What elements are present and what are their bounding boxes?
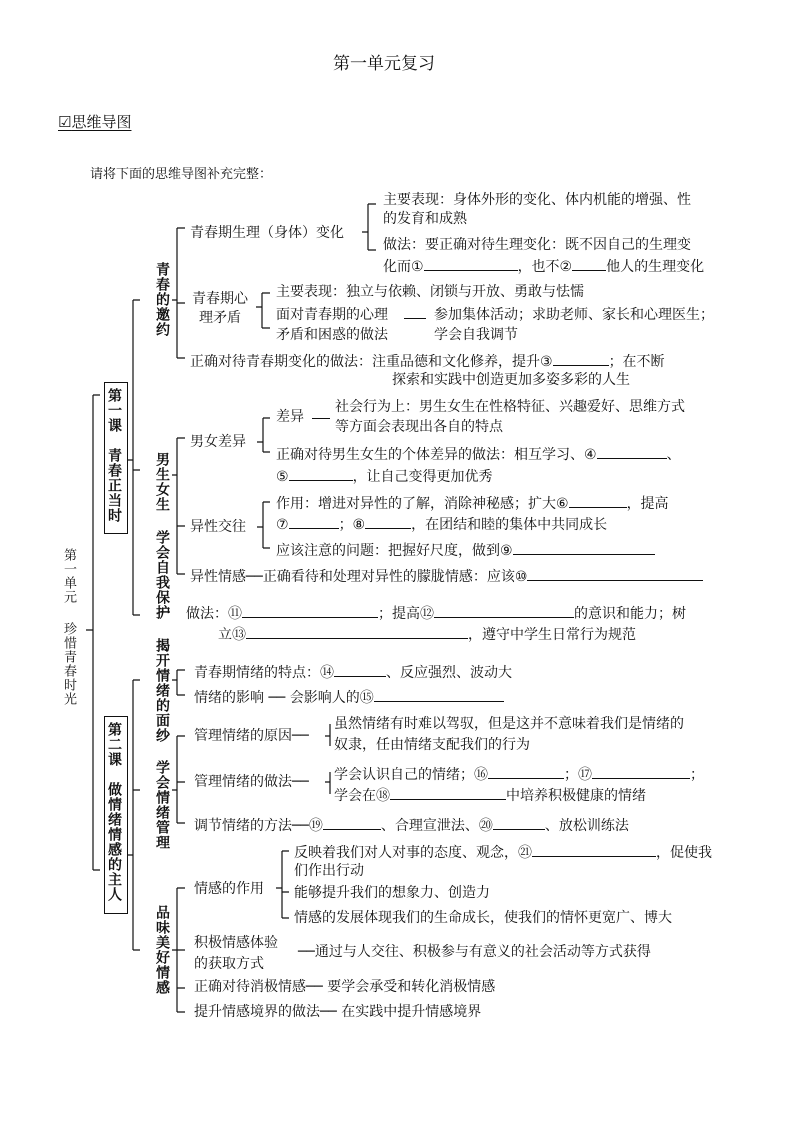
lesson2-label: 第二课 做情绪情感的主人: [106, 722, 122, 902]
mood-effect: 情绪的影响 ── 会影响人的⑮: [194, 688, 504, 705]
blank-1[interactable]: [424, 257, 518, 271]
connector-lesson1: [127, 300, 140, 615]
connector-l2-topic1: [172, 670, 185, 695]
connector-manage-method: [325, 772, 330, 794]
feeling-develop: 情感的发展体现我们的生命成长，使我们的情怀更宽广、博大: [294, 910, 672, 926]
connector-unit-root: [86, 395, 100, 870]
gender-treat-1: 正确对待男生女生的个体差异的做法：相互学习、④ 、: [276, 447, 681, 463]
correct-line-1: 正确对待青春期变化的做法：注重品德和文化修养，提升③ ；在不断: [190, 354, 665, 370]
psych-face-2: 矛盾和困惑的做法: [276, 327, 388, 343]
manage-reason-1: 虽然情绪有时难以驾驭，但是这并不意味着我们是情绪的: [334, 716, 684, 732]
blank-16[interactable]: [488, 765, 564, 779]
blank-20[interactable]: [493, 816, 545, 830]
gender-treat-2: ⑤ ，让自己变得更加优秀: [276, 469, 493, 485]
blank-10[interactable]: [527, 567, 703, 581]
blank-18[interactable]: [390, 786, 506, 800]
lesson1-topic1: 青春的邀约: [154, 262, 170, 337]
blank-14[interactable]: [334, 663, 386, 677]
unit-label-a: 第一单元: [61, 548, 76, 604]
instruction-text: 请将下面的思维导图补充完整：: [90, 167, 273, 182]
page-title: 第一单元复习: [333, 54, 435, 74]
lesson1-topic2: 男生女生: [154, 452, 170, 512]
regulate-line: 调节情绪的方法──⑲ 、合理宣泄法、⑳ 、放松训练法: [194, 818, 629, 834]
protect-line-2: 立⑬ ，遵守中学生日常行为规范: [218, 627, 636, 643]
physio-label: 青春期生理（身体）变化: [190, 225, 344, 241]
protect-line-1: 做法：⑪ ；提高⑫ 的意识和能力；树: [186, 606, 686, 622]
connector-l2-topic3: [172, 888, 185, 1012]
interaction-effect-2: ⑦ ；⑧ ，在团结和睦的集体中共同成长: [276, 517, 608, 533]
connector-manage-reason: [325, 724, 330, 746]
blank-8[interactable]: [365, 515, 411, 529]
connector-feeling-role: [276, 851, 289, 918]
manage-method-2: 学会在⑱ 中培养积极健康的情绪: [334, 788, 646, 804]
unit-label-b: 珍惜青春时光: [61, 622, 76, 706]
connector-lesson2: [127, 680, 140, 950]
positive-label-1: 积极情感体验: [194, 935, 278, 951]
connector-psych: [256, 293, 270, 328]
lesson1-label: 第一课 青春正当时: [106, 388, 122, 523]
blank-7[interactable]: [289, 515, 339, 529]
emotion-line: 异性情感──正确看待和处理对异性的朦胧情感：应该⑩: [190, 567, 703, 584]
physio-method-1: 做法：要正确对待生理变化：既不因自己的生理变: [383, 237, 691, 253]
lesson2-topic1: 揭开情绪的面纱: [154, 638, 170, 743]
physio-main-1: 主要表现：身体外形的变化、体内机能的增强、性: [383, 192, 691, 208]
manage-method-label: 管理情绪的做法──: [194, 774, 309, 790]
feeling-reflect-2: 们作出行动: [294, 863, 364, 879]
psych-answer-2: 学会自我调节: [434, 327, 518, 343]
connector-gender: [257, 418, 270, 452]
connector-topic2: [172, 438, 185, 574]
gender-social-1: 社会行为上：男生女生在性格特征、兴趣爱好、思维方式: [335, 399, 685, 415]
connector-physio: [362, 204, 376, 250]
interaction-effect-1: 作用：增进对异性的了解，消除神秘感；扩大⑥ ，提高: [276, 496, 669, 512]
blank-5[interactable]: [289, 467, 353, 481]
correct-line-2: 探索和实践中创造更加多姿多彩的人生: [392, 372, 630, 388]
connector-l2-topic2: [172, 736, 185, 823]
blank-21[interactable]: [532, 843, 656, 857]
gender-diff: 差异: [276, 409, 304, 425]
physio-method-2: 化而① ，也不② 他人的生理变化: [383, 259, 705, 275]
blank-3[interactable]: [553, 352, 609, 366]
positive-answer: ──通过与人交往、积极参与有意义的社会活动等方式获得: [298, 944, 651, 960]
feeling-imagine: 能够提升我们的想象力、创造力: [294, 885, 490, 901]
checkbox-icon: ☑: [58, 113, 72, 131]
blank-4[interactable]: [597, 445, 667, 459]
gender-dash: [312, 418, 330, 419]
blank-12[interactable]: [434, 604, 574, 618]
feeling-role-label: 情感的作用: [194, 881, 264, 897]
gender-social-2: 等方面会表现出各自的特点: [335, 419, 503, 435]
psych-label-2: 理矛盾: [199, 310, 241, 326]
interaction-attention: 应该注意的问题：把握好尺度，做到⑨: [276, 541, 655, 558]
psych-dash: [404, 318, 426, 319]
positive-label-2: 的获取方式: [194, 956, 264, 972]
manage-reason-label: 管理情绪的原因──: [194, 728, 309, 744]
psych-label-1: 青春期心: [192, 291, 248, 307]
blank-2[interactable]: [572, 257, 606, 271]
blank-11[interactable]: [242, 604, 378, 618]
lesson2-topic2: 学会情绪管理: [154, 760, 170, 850]
gender-label: 男女差异: [190, 434, 246, 450]
blank-15[interactable]: [374, 688, 504, 702]
connector-interaction: [257, 502, 270, 548]
lesson2-topic3: 品味美好情感: [154, 905, 170, 995]
blank-6[interactable]: [569, 494, 627, 508]
section-label: 思维导图: [71, 113, 132, 131]
psych-main: 主要表现：独立与依赖、闭锁与开放、勇敢与怯懦: [276, 284, 584, 300]
manage-method-1: 学会认识自己的情绪；⑯ ；⑰ ；: [334, 767, 704, 783]
psych-face-1: 面对青春期的心理: [276, 307, 388, 323]
interaction-label: 异性交往: [190, 519, 246, 535]
lesson1-topic3: 学会自我保护: [154, 530, 170, 620]
feeling-reflect-1: 反映着我们对人对事的态度、观念，㉑ ，促使我: [294, 845, 712, 861]
blank-9[interactable]: [513, 541, 655, 555]
elevate-line: 提升情感境界的做法── 在实践中提升情感境界: [194, 1004, 482, 1020]
connector-topic1: [172, 228, 185, 358]
negative-line: 正确对待消极情感── 要学会承受和转化消极情感: [194, 979, 496, 995]
physio-main-2: 的发育和成熟: [383, 211, 467, 227]
mood-traits: 青春期情绪的特点：⑭ 、反应强烈、波动大: [194, 665, 512, 681]
psych-answer-1: 参加集体活动；求助老师、家长和心理医生；: [434, 307, 714, 323]
blank-13[interactable]: [246, 625, 468, 639]
blank-17[interactable]: [592, 765, 690, 779]
blank-19[interactable]: [323, 816, 381, 830]
manage-reason-2: 奴隶，任由情绪支配我们的行为: [334, 737, 530, 753]
